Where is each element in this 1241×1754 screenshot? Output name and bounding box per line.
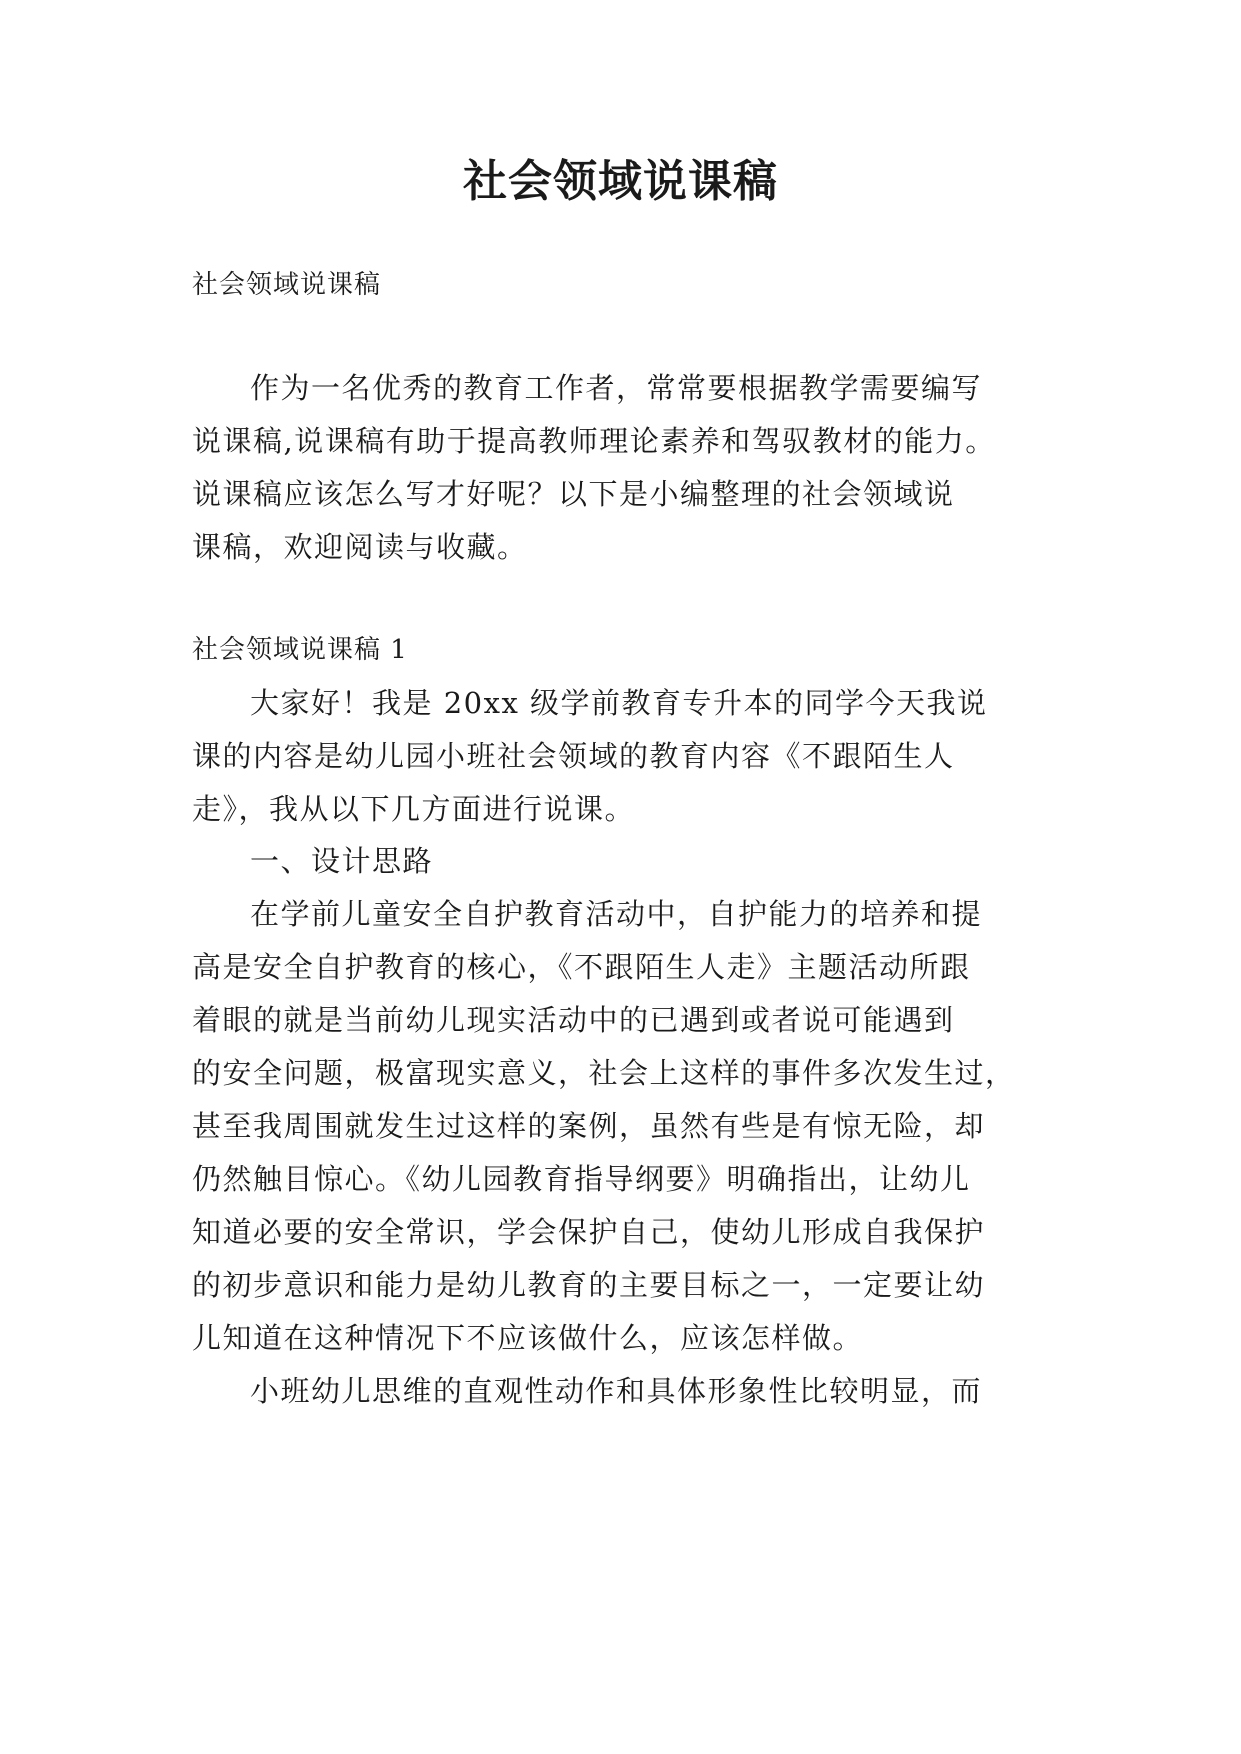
intro-line: 课稿，欢迎阅读与收藏。	[192, 530, 528, 564]
paragraph-line: 大家好！我是 20xx 级学前教育专升本的同学今天我说	[250, 686, 988, 720]
paragraph-line: 在学前儿童安全自护教育活动中，自护能力的培养和提	[250, 897, 983, 931]
section-heading: 社会领域说课稿 1	[192, 635, 408, 665]
paragraph-line: 的安全问题，极富现实意义，社会上这样的事件多次发生过，	[192, 1056, 1016, 1090]
intro-line: 说课稿,说课稿有助于提高教师理论素养和驾驭教材的能力。	[192, 424, 996, 458]
paragraph-line: 儿知道在这种情况下不应该做什么，应该怎样做。	[192, 1321, 864, 1355]
paragraph-line: 高是安全自护教育的核心，《不跟陌生人走》主题活动所跟	[192, 950, 971, 984]
subsection-heading: 一、设计思路	[250, 844, 434, 878]
paragraph-line: 课的内容是幼儿园小班社会领域的教育内容《不跟陌生人	[192, 739, 955, 773]
document-subtitle: 社会领域说课稿	[192, 270, 382, 300]
paragraph-line: 仍然触目惊心。《幼儿园教育指导纲要》明确指出，让幼儿	[192, 1162, 971, 1196]
paragraph-line: 着眼的就是当前幼儿现实活动中的已遇到或者说可能遇到	[192, 1003, 955, 1037]
intro-line: 作为一名优秀的教育工作者，常常要根据教学需要编写	[250, 371, 983, 405]
paragraph-line: 甚至我周围就发生过这样的案例，虽然有些是有惊无险，却	[192, 1109, 986, 1143]
document-title: 社会领域说课稿	[463, 156, 778, 207]
paragraph-line: 的初步意识和能力是幼儿教育的主要目标之一，一定要让幼	[192, 1268, 986, 1302]
paragraph-line: 走》，我从以下几方面进行说课。	[192, 792, 636, 826]
intro-line: 说课稿应该怎么写才好呢？以下是小编整理的社会领域说	[192, 477, 955, 511]
paragraph-line: 知道必要的安全常识，学会保护自己，使幼儿形成自我保护	[192, 1215, 986, 1249]
paragraph-line: 小班幼儿思维的直观性动作和具体形象性比较明显，而	[250, 1374, 983, 1408]
